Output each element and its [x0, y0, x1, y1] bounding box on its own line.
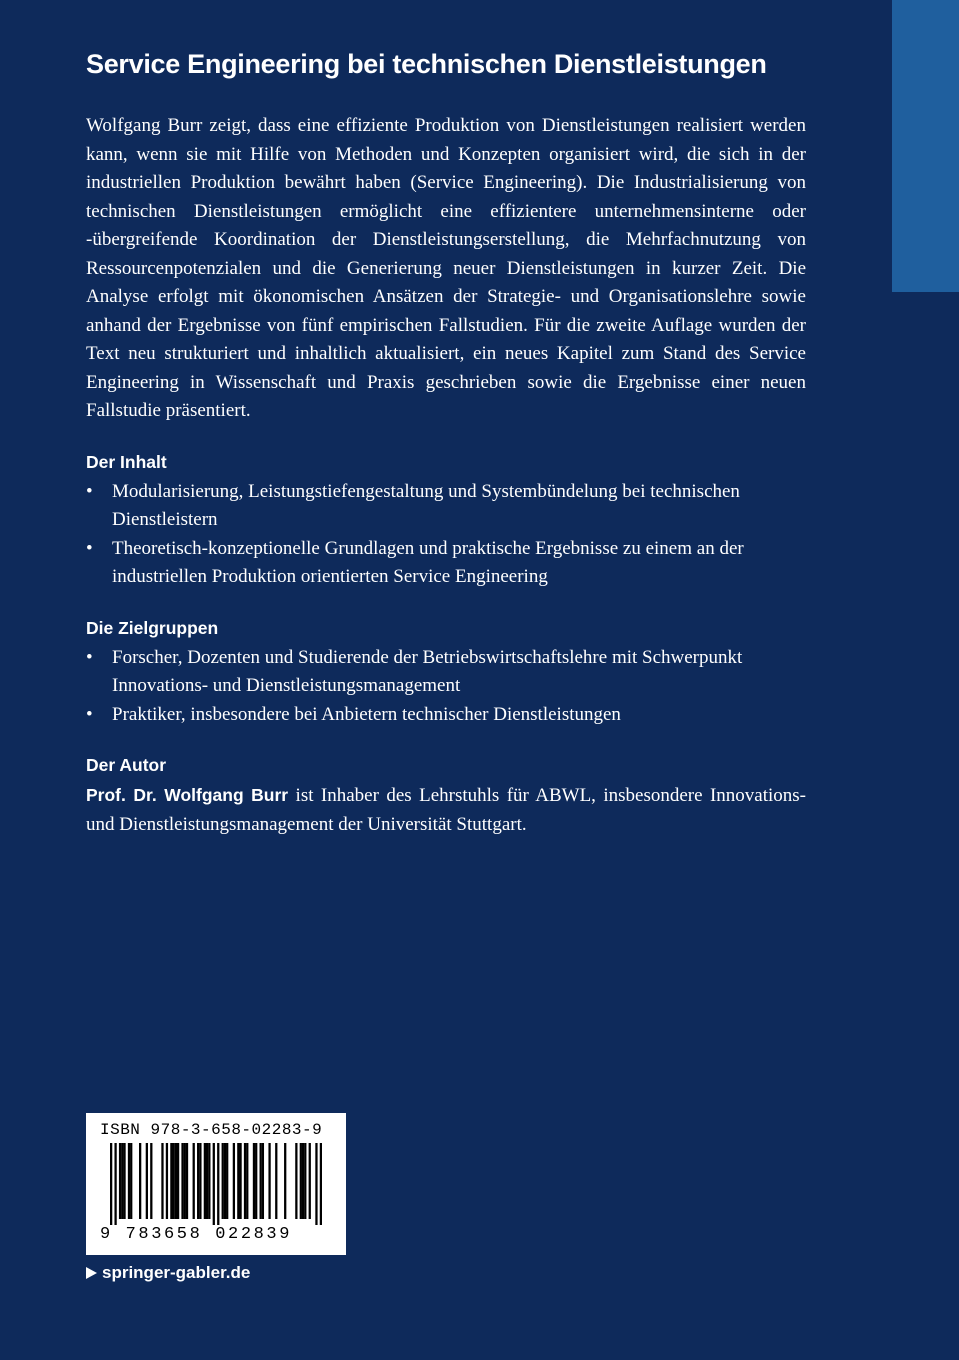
barcode-bar: [177, 1143, 179, 1219]
list-item-text: Praktiker, insbesondere bei Anbietern technischer Dienstleistungen: [112, 703, 621, 725]
barcode-bar: [226, 1143, 228, 1219]
barcode-bar: [246, 1143, 248, 1219]
barcode-bar: [237, 1143, 239, 1219]
arrow-right-icon: [86, 1267, 97, 1279]
list-item-text: Theoretisch-konzeptionelle Grundlagen und praktische Ergebnisse zu einem an der industriellen Produktion orientierten Service Engineering: [112, 537, 744, 587]
barcode-bar: [128, 1143, 130, 1219]
barcode-bar: [139, 1143, 141, 1219]
barcode-bar: [224, 1143, 226, 1219]
isbn-digits: 9 783658 022839: [100, 1225, 293, 1244]
list-item-text: Forscher, Dozenten und Studierende der Betriebswirtschaftslehre mit Schwerpunkt Innovations- und Dienstleistungsmanagement: [112, 646, 743, 696]
zielgruppen-list: [86, 644, 806, 730]
bullet-icon: •: [86, 703, 93, 725]
barcode-bar: [315, 1143, 317, 1225]
barcode-bar: [302, 1143, 304, 1219]
barcode-bar: [233, 1143, 235, 1219]
barcode-bar: [304, 1143, 306, 1219]
barcode-bar: [253, 1143, 255, 1219]
inhalt-list: [86, 478, 806, 592]
barcode-bars: [110, 1143, 322, 1225]
author-description: ist Inhaber des Lehrstuhls für ABWL, insbesondere Innovations- und Dienstleistungsmanagement der Universität Stuttgart.: [86, 785, 806, 835]
barcode-bar: [255, 1143, 257, 1219]
barcode-bar: [206, 1143, 208, 1219]
accent-bar: [892, 0, 959, 292]
bullet-icon: •: [86, 537, 93, 559]
barcode-bar: [114, 1143, 116, 1225]
barcode-bar: [146, 1143, 148, 1219]
barcode-bar: [217, 1143, 219, 1225]
list-item: [86, 478, 806, 535]
barcode-bar: [184, 1143, 186, 1219]
barcode-bar: [262, 1143, 264, 1219]
barcode-bar: [130, 1143, 132, 1219]
barcode-bar: [172, 1143, 174, 1219]
barcode-bar: [260, 1143, 262, 1219]
barcode-bar: [166, 1143, 168, 1219]
autor-heading: Der Autor: [86, 755, 167, 775]
zielgruppen-heading: Die Zielgruppen: [86, 617, 219, 638]
barcode-bar: [239, 1143, 241, 1219]
barcode-bar: [193, 1143, 195, 1219]
intro-paragraph: Wolfgang Burr zeigt, dass eine effiziente Produktion von Dienstleistungen realisiert werden kann, wenn sie mit Hilfe von Methoden und Konzepten organisiert wird, die sich in der industriellen Produktion bewährt haben (Service Engineering). Die Industrialisierung von technischen Dienstleistungen ermöglicht eine effizientere unternehmensinterne oder -übergreifende Koordination der Dienstleistungserstellung, die Mehrfachnutzung von Ressourcenpotenzialen und die Generierung neuer Dienstleistungen in kurzer Zeit. Die Analyse erfolgt mit ökonomischen Ansätzen der Strategie- und Organisationslehre sowie anhand der Ergebnisse von fünf empirischen Fallstudien. Für die zweite Auflage wurden der Text neu strukturiert und inhaltlich aktualisiert, ein neues Kapitel zum Stand des Service Engineering in Wissenschaft und Praxis geschrieben sowie die Ergebnisse einer neuen Fallstudie präsentiert.: [86, 115, 806, 421]
barcode-bar: [309, 1143, 311, 1219]
barcode-bar: [161, 1143, 163, 1219]
barcode-bar: [295, 1143, 297, 1219]
barcode-bar: [123, 1143, 125, 1219]
barcode-bar: [197, 1143, 199, 1219]
isbn-barcode: [86, 1113, 346, 1255]
bullet-icon: •: [86, 480, 93, 502]
bullet-icon: •: [86, 646, 93, 668]
barcode-bar: [204, 1143, 206, 1219]
barcode-bar: [268, 1143, 270, 1219]
barcode-bar: [208, 1143, 210, 1219]
list-item: [86, 701, 806, 730]
barcode-bar: [119, 1143, 121, 1219]
list-item-text: Modularisierung, Leistungstiefengestaltung und Systembündelung bei technischen Dienstleistern: [112, 480, 740, 530]
barcode-bar: [181, 1143, 183, 1219]
barcode-bar: [213, 1143, 215, 1225]
barcode-bar: [150, 1143, 152, 1219]
publisher-url: springer-gabler.de: [102, 1263, 251, 1282]
barcode-bar: [244, 1143, 246, 1219]
isbn-label: ISBN 978-3-658-02283-9: [100, 1121, 323, 1139]
barcode-bar: [199, 1143, 201, 1219]
author-name: Prof. Dr. Wolfgang Burr: [86, 785, 289, 805]
barcode-bar: [186, 1143, 188, 1219]
barcode-bar: [121, 1143, 123, 1219]
publisher-link[interactable]: [86, 1261, 250, 1285]
barcode-bar: [175, 1143, 177, 1219]
barcode-bar: [284, 1143, 286, 1219]
back-cover-content: [86, 44, 806, 839]
barcode-bar: [222, 1143, 224, 1219]
barcode-bar: [300, 1143, 302, 1219]
barcode-bar: [110, 1143, 112, 1225]
list-item: [86, 535, 806, 592]
barcode-bar: [275, 1143, 277, 1219]
barcode-bar: [320, 1143, 322, 1225]
inhalt-heading: Der Inhalt: [86, 451, 167, 472]
autor-paragraph: [86, 781, 806, 839]
book-title: Service Engineering bei technischen Dienstleistungen: [86, 49, 767, 79]
list-item: [86, 644, 806, 701]
barcode-bar: [170, 1143, 172, 1219]
